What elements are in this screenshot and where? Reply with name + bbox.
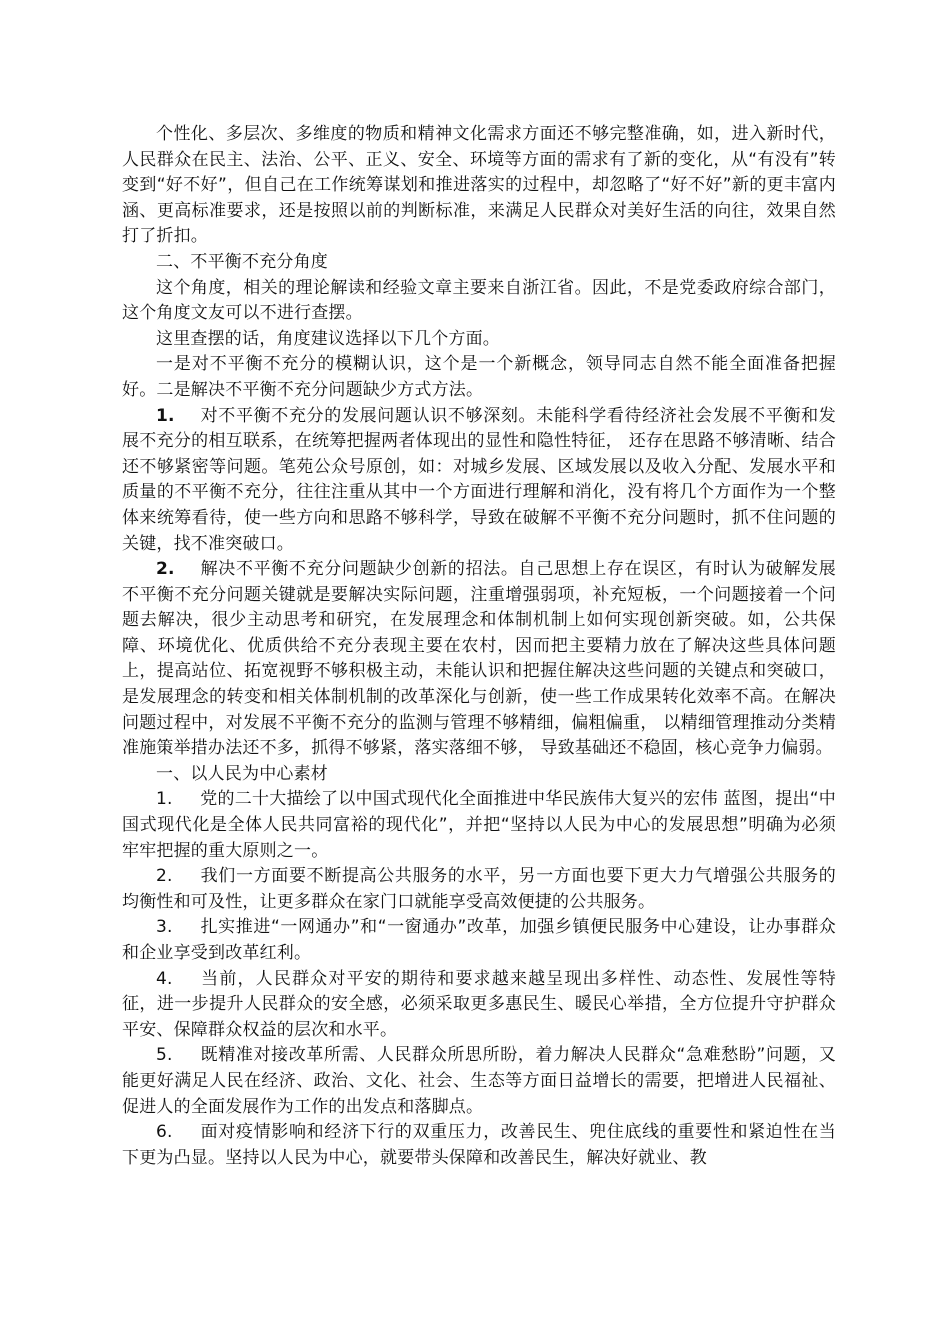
list-item-people-2: 2. 我们一方面要不断提高公共服务的水平，另一方面也要下更大力气增强公共服务的均衡性和可及性，让更多群众在家门口就能享受高效便捷的公共服务。 (122, 866, 836, 912)
item-number: 5. (156, 1045, 173, 1066)
item-number: 2. (156, 866, 173, 887)
item-number: 6. (156, 1122, 173, 1143)
paragraph-two-aspects: 一是对不平衡不充分的模糊认识，这个是一个新概念，领导同志自然不能全面准备把握好。二是解决不平衡不充分问题缺少方式方法。 (122, 354, 836, 400)
paragraph-people-needs: 个性化、多层次、多维度的物质和精神文化需求方面还不够完整准确，如，进入新时代，人民群众在民主、法治、公平、正义、安全、环境等方面的需求有了新的变化，从“有没有”转变到“好不好”，但自己在工作统筹谋划和推进落实的过程中，却忽略了“好不好”新的更丰富内涵、更高标准要求，还是按照以前的判断标准，来满足人民群众对美好生活的向往，效果自然打了折扣。 (122, 124, 836, 247)
heading-imbalance-angle: 二、不平衡不充分角度 (156, 251, 328, 272)
item-number: 3. (156, 917, 173, 938)
list-item-people-6: 6. 面对疫情影响和经济下行的双重压力，改善民生、兜住底线的重要性和紧迫性在当下更为凸显。坚持以人民为中心，就要带头保障和改善民生，解决好就业、教 (122, 1122, 836, 1168)
item-number: 1. (156, 405, 175, 426)
paragraph-angle-source: 这个角度，相关的理论解读和经验文章主要来自浙江省。因此，不是党委政府综合部门，这个角度文友可以不进行查摆。 (122, 277, 836, 324)
item-number: 4. (156, 968, 173, 989)
list-item-people-5: 5. 既精准对接改革所需、人民群众所思所盼，着力解决人民群众“急难愁盼”问题，又能更好满足人民在经济、政治、文化、社会、生态等方面日益增长的需要，把增进人民福祉、促进人的全面发展作为工作的出发点和落脚点。 (122, 1045, 836, 1117)
heading-people-centered: 一、以人民为中心素材 (156, 763, 328, 784)
list-item-people-3: 3. 扎实推进“一网通办”和“一窗通办”改革，加强乡镇便民服务中心建设，让办事群众和企业享受到改革红利。 (122, 917, 836, 963)
list-item-people-4: 4. 当前，人民群众对平安的期待和要求越来越呈现出多样性、动态性、发展性等特征，进一步提升人民群众的安全感，必须采取更多惠民生、暖民心举措，全方位提升守护群众平安、保障群众权益的层次和水平。 (122, 968, 836, 1040)
document-page (122, 122, 836, 1171)
list-item-people-1: 1. 党的二十大描绘了以中国式现代化全面推进中华民族伟大复兴的宏伟 蓝图，提出“中国式现代化是全体人民共同富裕的现代化”，并把“坚持以人民为中心的发展思想”明确为必须牢牢把握的重大原则之一。 (122, 789, 836, 861)
list-item-imbalance-2: 2. 解决不平衡不充分问题缺少创新的招法。自己思想上存在误区，有时认为破解发展不平衡不充分问题关键就是要解决实际问题，注重增强弱项，补充短板，一个问题接着一个问题去解决，很少主动思考和研究，在发展理念和体制机制上如何实现创新突破。如，公共保障、环境优化、优质供给不充分表现主要在农村，因而把主要精力放在了解决这些具体问题上，提高站位、拓宽视野不够积极主动，未能认识和把握住解决这些问题的关键点和突破口，是发展理念的转变和相关体制机制的改革深化与创新，使一些工作成果转化效率不高。在解决问题过程中，对发展不平衡不充分的监测与管理不够精细，偏粗偏重， 以精细管理推动分类精准施策举措办法还不多，抓得不够紧，落实落细不够， 导致基础还不稳固，核心竞争力偏弱。 (122, 559, 836, 759)
item-number: 2. (156, 559, 175, 580)
list-item-imbalance-1: 1. 对不平衡不充分的发展问题认识不够深刻。未能科学看待经济社会发展不平衡和发展不充分的相互联系，在统筹把握两者体现出的显性和隐性特征， 还存在思路不够清晰、结合还不够紧密等问题。笔苑公众号原创，如：对城乡发展、区域发展以及收入分配、发展水平和质量的不平衡不充分，往往注重从其中一个方面进行理解和消化，没有将几个方面作为一个整体来统筹看待，使一些方向和思路不够科学，导致在破解不平衡不充分问题时，抓不住问题的关键，找不准突破口。 (122, 405, 836, 554)
paragraph-angle-suggestion: 这里查摆的话，角度建议选择以下几个方面。 (156, 328, 500, 349)
item-number: 1. (156, 789, 173, 810)
